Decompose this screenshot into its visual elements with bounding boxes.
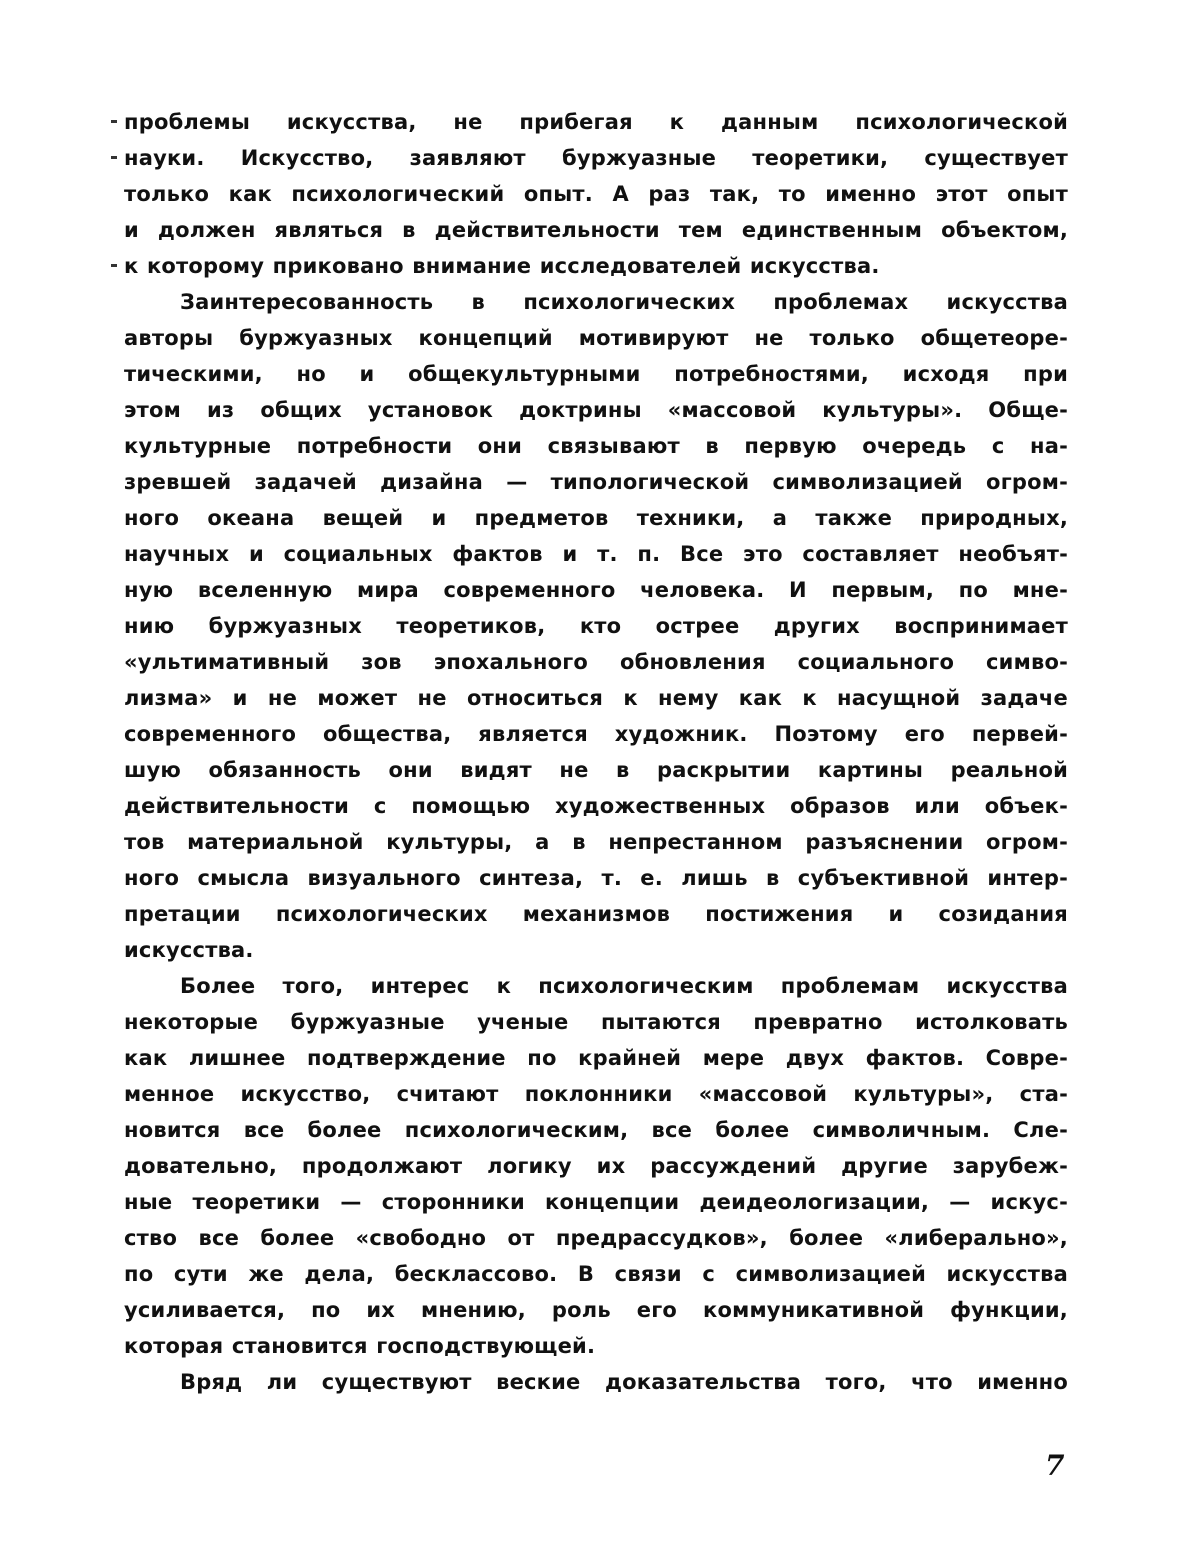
text-line: проблемы искусства, не прибегая к данным психологической — [124, 110, 1068, 134]
page-number: 7 — [1045, 1449, 1065, 1482]
text-line: культурные потребности они связывают в первую очередь с на- — [124, 434, 1068, 458]
text-line: которая становится господствующей. — [124, 1334, 596, 1358]
text-line: «ультимативный зов эпохального обновления социального симво- — [124, 650, 1068, 674]
text-line: научных и социальных фактов и т. п. Все это составляет необъят- — [124, 542, 1068, 566]
text-line: к которому приковано внимание исследователей искусства. — [124, 254, 880, 278]
text-line: по сути же дела, бесклассово. В связи с символизацией искусства — [124, 1262, 1068, 1286]
text-line: этом из общих установок доктрины «массовой культуры». Обще- — [124, 398, 1068, 422]
text-line: лизма» и не может не относиться к нему как к насущной задаче — [124, 686, 1068, 710]
text-line: искусства. — [124, 938, 254, 962]
text-line: науки. Искусство, заявляют буржуазные теоретики, существует — [124, 146, 1068, 170]
text-line: довательно, продолжают логику их рассуждений другие зарубеж- — [124, 1154, 1068, 1178]
text-line: Заинтересованность в психологических проблемах искусства — [180, 290, 1068, 314]
text-line: Вряд ли существуют веские доказательства того, что именно — [180, 1370, 1068, 1394]
text-line: тов материальной культуры, а в непрестанном разъяснении огром- — [124, 830, 1068, 854]
text-line: некоторые буржуазные ученые пытаются превратно истолковать — [124, 1010, 1068, 1034]
text-line: современного общества, является художник. Поэтому его первей- — [124, 722, 1068, 746]
text-line: претации психологических механизмов постижения и созидания — [124, 902, 1068, 926]
text-line: и должен являться в действительности тем единственным объектом, — [124, 218, 1068, 242]
text-line: действительности с помощью художественных образов или объек- — [124, 794, 1068, 818]
text-line: тическими, но и общекультурными потребностями, исходя при — [124, 362, 1068, 386]
margin-mark — [111, 264, 117, 267]
text-line: Более того, интерес к психологическим проблемам искусства — [180, 974, 1068, 998]
margin-mark — [111, 156, 117, 159]
text-line: ную вселенную мира современного человека. И первым, по мне- — [124, 578, 1068, 602]
text-line: шую обязанность они видят не в раскрытии картины реальной — [124, 758, 1068, 782]
text-line: как лишнее подтверждение по крайней мере двух фактов. Совре- — [124, 1046, 1068, 1070]
text-line: ные теоретики — сторонники концепции деидеологизации, — искус- — [124, 1190, 1068, 1214]
text-line: менное искусство, считают поклонники «массовой культуры», ста- — [124, 1082, 1068, 1106]
text-line: ного океана вещей и предметов техники, а также природных, — [124, 506, 1068, 530]
text-line: нию буржуазных теоретиков, кто острее других воспринимает — [124, 614, 1068, 638]
body-text — [124, 104, 1068, 1400]
text-line: ного смысла визуального синтеза, т. е. лишь в субъективной интер- — [124, 866, 1068, 890]
text-line: зревшей задачей дизайна — типологической символизацией огром- — [124, 470, 1068, 494]
text-line: новится все более психологическим, все более символичным. Сле- — [124, 1118, 1068, 1142]
text-line: только как психологический опыт. А раз так, то именно этот опыт — [124, 182, 1068, 206]
text-line: авторы буржуазных концепций мотивируют не только общетеоре- — [124, 326, 1068, 350]
text-line: усиливается, по их мнению, роль его коммуникативной функции, — [124, 1298, 1068, 1322]
margin-mark — [111, 120, 117, 123]
text-line: ство все более «свободно от предрассудков», более «либерально», — [124, 1226, 1068, 1250]
